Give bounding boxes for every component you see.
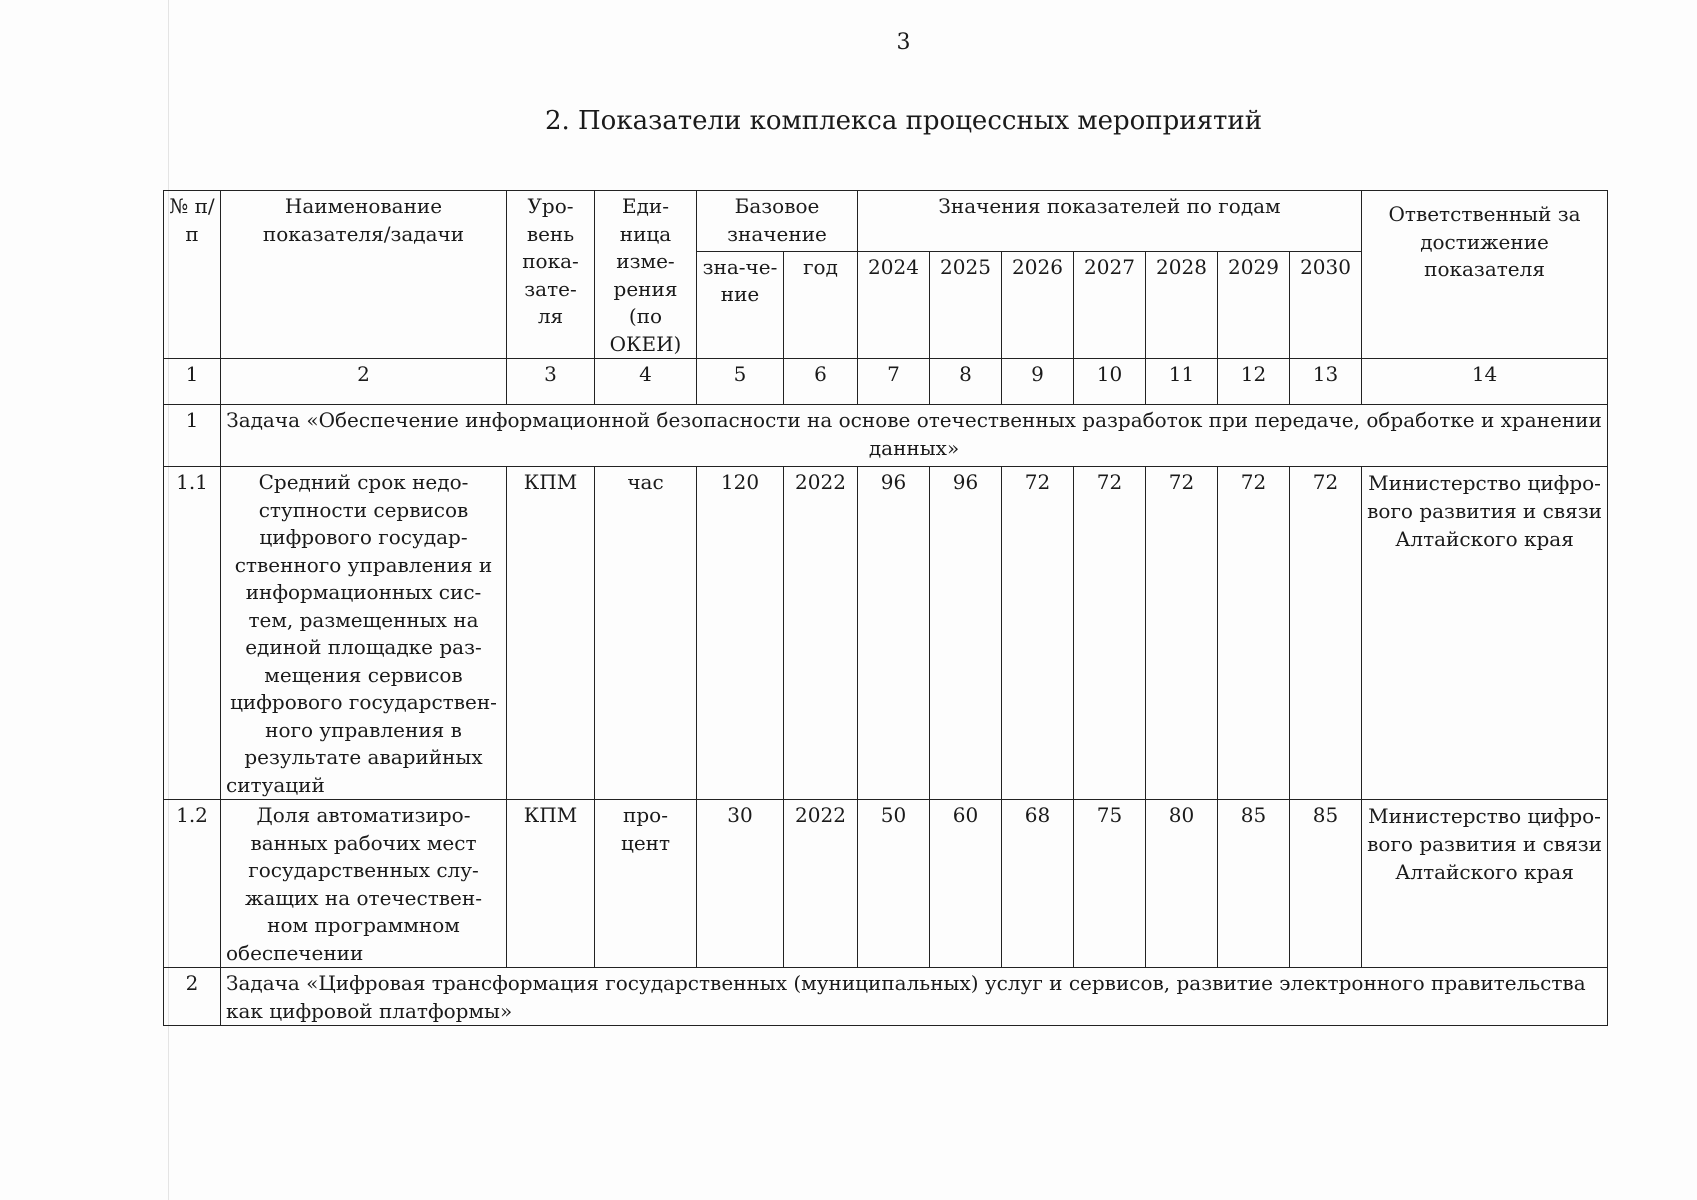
indicator-unit: час <box>595 467 697 800</box>
indicator-unit: про-цент <box>595 800 697 968</box>
year-value: 75 <box>1074 800 1146 968</box>
header-num: № п/п <box>164 191 221 359</box>
column-number: 12 <box>1218 359 1290 405</box>
task-row-1 <box>164 405 1608 467</box>
column-number: 10 <box>1074 359 1146 405</box>
column-number: 1 <box>164 359 221 405</box>
year-value: 96 <box>930 467 1002 800</box>
indicators-table <box>163 190 1608 1026</box>
year-value: 72 <box>1218 467 1290 800</box>
column-number: 9 <box>1002 359 1074 405</box>
base-value: 120 <box>697 467 784 800</box>
header-year: 2024 <box>858 251 930 358</box>
responsible: Министерство цифро-вого развития и связи Алтайского края <box>1362 800 1608 968</box>
indicator-row-1-2 <box>164 800 1608 968</box>
task-text: Задача «Цифровая трансформация государственных (муниципальных) услуг и сервисов, развитие электронного правительства как цифровой платформы» <box>221 968 1608 1026</box>
year-value: 72 <box>1146 467 1218 800</box>
year-value: 96 <box>858 467 930 800</box>
column-number: 7 <box>858 359 930 405</box>
year-value: 72 <box>1074 467 1146 800</box>
year-value: 50 <box>858 800 930 968</box>
column-number-row <box>164 359 1608 405</box>
indicator-name: Доля автоматизиро-ванных рабочих мест государственных слу-жащих на отечествен-ном программном обеспечении <box>221 800 507 968</box>
column-number: 13 <box>1290 359 1362 405</box>
indicator-level: КПМ <box>507 800 595 968</box>
header-row-1 <box>164 191 1608 252</box>
year-value: 72 <box>1002 467 1074 800</box>
header-base: Базовое значение <box>697 191 858 252</box>
year-value: 72 <box>1290 467 1362 800</box>
task-num: 2 <box>164 968 221 1026</box>
header-base-year: год <box>784 251 858 358</box>
header-year: 2029 <box>1218 251 1290 358</box>
row-num: 1.2 <box>164 800 221 968</box>
column-number: 8 <box>930 359 1002 405</box>
page-number: 3 <box>896 30 911 55</box>
base-value: 30 <box>697 800 784 968</box>
column-number: 5 <box>697 359 784 405</box>
header-year: 2025 <box>930 251 1002 358</box>
year-value: 85 <box>1218 800 1290 968</box>
year-value: 60 <box>930 800 1002 968</box>
base-year: 2022 <box>784 800 858 968</box>
column-number: 6 <box>784 359 858 405</box>
row-num: 1.1 <box>164 467 221 800</box>
task-text: Задача «Обеспечение информационной безопасности на основе отечественных разработок при передаче, обработке и хранении данных» <box>221 405 1608 467</box>
column-number: 2 <box>221 359 507 405</box>
responsible: Министерство цифро-вого развития и связи Алтайского края <box>1362 467 1608 800</box>
indicator-row-1-1 <box>164 467 1608 800</box>
page-title: 2. Показатели комплекса процессных мероприятий <box>544 106 1263 136</box>
year-value: 85 <box>1290 800 1362 968</box>
header-year: 2028 <box>1146 251 1218 358</box>
indicator-name: Средний срок недо-ступности сервисов цифрового государ-ственного управления и информационных сис-тем, размещенных на единой площадке раз-мещения сервисов цифрового государствен-ного управления в результате аварийных ситуаций <box>221 467 507 800</box>
year-value: 80 <box>1146 800 1218 968</box>
year-value: 68 <box>1002 800 1074 968</box>
header-level: Уро-вень пока-зате-ля <box>507 191 595 359</box>
header-unit: Еди-ница изме-рения (по ОКЕИ) <box>595 191 697 359</box>
header-year: 2030 <box>1290 251 1362 358</box>
column-number: 4 <box>595 359 697 405</box>
header-year: 2027 <box>1074 251 1146 358</box>
column-number: 3 <box>507 359 595 405</box>
column-number: 14 <box>1362 359 1608 405</box>
column-number: 11 <box>1146 359 1218 405</box>
indicator-level: КПМ <box>507 467 595 800</box>
header-base-value: зна-че-ние <box>697 251 784 358</box>
task-row-2 <box>164 968 1608 1026</box>
header-year: 2026 <box>1002 251 1074 358</box>
header-name: Наименование показателя/задачи <box>221 191 507 359</box>
base-year: 2022 <box>784 467 858 800</box>
header-years-group: Значения показателей по годам <box>858 191 1362 252</box>
header-responsible: Ответственный за достижение показателя <box>1362 191 1608 359</box>
task-num: 1 <box>164 405 221 467</box>
